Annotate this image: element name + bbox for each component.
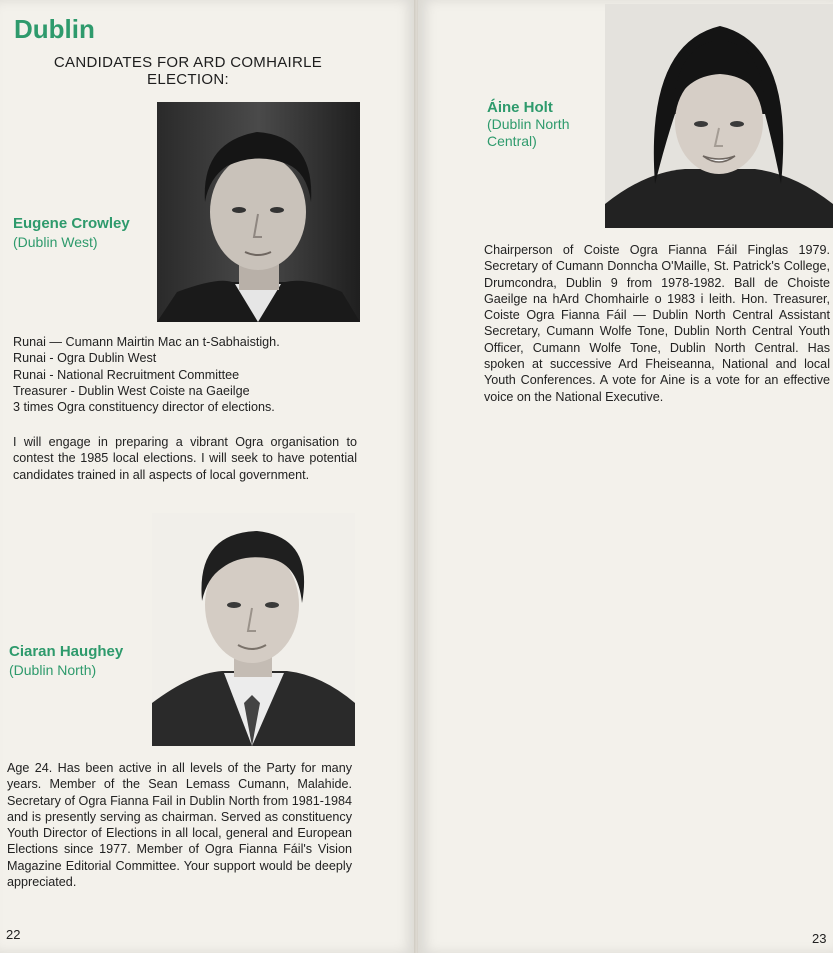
candidate-photo-ciaran-haughey bbox=[152, 513, 355, 746]
right-page bbox=[418, 0, 833, 953]
role-line: 3 times Ogra constituency director of elections. bbox=[13, 400, 275, 415]
role-line: Runai - National Recruitment Committee bbox=[13, 367, 240, 382]
candidate-statement: Age 24. Has been active in all levels of the Party for many years. Member of the Sean Lemass Cumann, Malahide. Secretary of Ogra Fianna Fail in Dublin North from 1981-1984 and is presently serving as chairman. Served as constituency Youth Director of Elections in all local, general and European Elections since 1977. Member of Ogra Fianna Fáil's Vision Magazine Editorial Committee. Your support would be deeply appreciated. bbox=[7, 761, 352, 890]
role-line: Runai — Cumann Mairtin Mac an t-Sabhaistigh. bbox=[13, 335, 280, 349]
candidate-constituency: (Dublin West) bbox=[13, 234, 98, 250]
candidate-statement: I will engage in preparing a vibrant Ogra organisation to contest the 1985 local elections. I will seek to have potential candidates trained in all aspects of local government. bbox=[13, 435, 357, 482]
candidate-name: Ciaran Haughey bbox=[9, 643, 124, 660]
candidate-constituency-line1: (Dublin North bbox=[487, 116, 570, 132]
candidate-roles-list bbox=[13, 334, 363, 415]
candidate-constituency: (Dublin North) bbox=[9, 662, 97, 678]
page-subtitle: CANDIDATES FOR ARD COMHAIRLE ELECTION: bbox=[53, 54, 323, 88]
page-number: 23 bbox=[812, 931, 827, 946]
role-line: Runai - Ogra Dublin West bbox=[13, 351, 157, 366]
page-heading: Dublin bbox=[14, 14, 95, 44]
page-number: 22 bbox=[6, 927, 21, 942]
candidate-photo-aine-holt bbox=[605, 4, 833, 228]
role-line: Treasurer - Dublin West Coiste na Gaeilge bbox=[13, 383, 250, 398]
left-page bbox=[0, 0, 416, 953]
candidate-statement: Chairperson of Coiste Ogra Fianna Fáil Finglas 1979. Secretary of Cumann Donncha O'Maille, St. Patrick's College, Drumcondra, Dublin 9 from 1978-1982. Ball de Choiste Gaeilge na hArd Chomhairle o 1983 i leith. Hon. Treasurer, Coiste Ogra Fianna Fáil — Dublin North Central Assistant Secretary, Cumann Wolfe Tone, Dublin North Central Youth Officer, Cumann Wolfe Tone, Dublin North Central. Has spoken at successive Ard Fheiseanna, National and local Youth Conferences. A vote for Aine is a vote for an effective voice on the National Executive. bbox=[484, 243, 830, 404]
candidate-photo-eugene-crowley bbox=[157, 102, 360, 322]
candidate-name: Áine Holt bbox=[487, 99, 553, 116]
candidate-constituency-line2: Central) bbox=[487, 133, 537, 149]
candidate-name: Eugene Crowley bbox=[13, 215, 130, 232]
